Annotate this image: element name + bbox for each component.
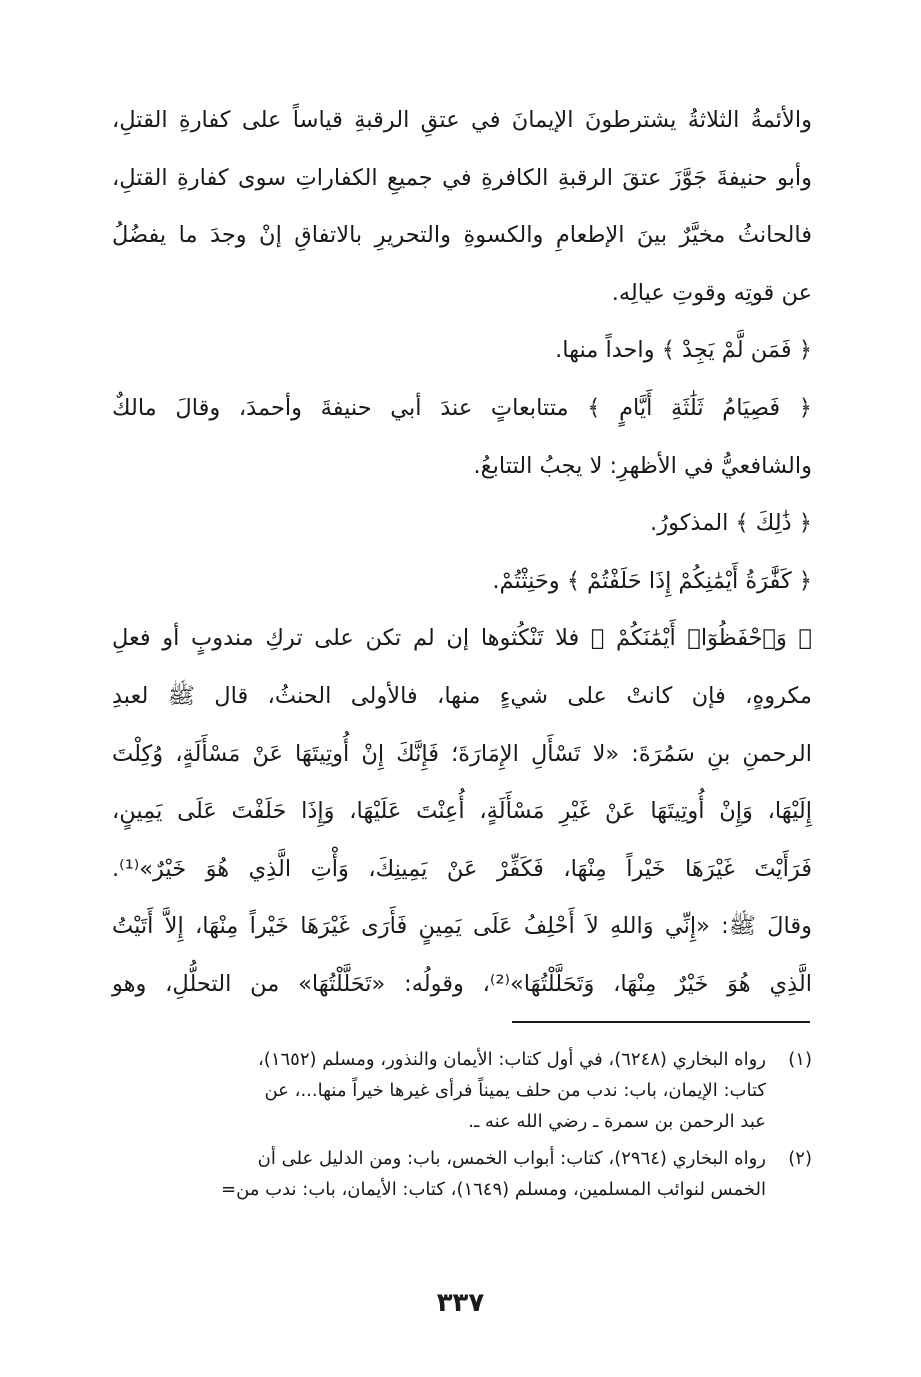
footnote-line: كتاب: الإيمان، باب: ندب من حلف يميناً فرأى غيرها خيراً منها...، عن	[264, 1080, 766, 1101]
hadith-line-12: الرحمنِ بنِ سَمُرَةَ: «لا تَسْأَلِ الإِمَارَةَ؛ فَإِنَّكَ إِنْ أُوتِيتَهَا عَنْ مَسْأَلَةٍ، وُكِلْتَ	[112, 740, 812, 767]
footnote-body	[112, 1044, 766, 1137]
footnote-line: رواه البخاري (٦٢٤٨)، في أول كتاب: الأيمان والنذور، ومسلم (١٦٥٢)،	[257, 1049, 766, 1070]
verse-line-8: ﴿ ذَٰلِكَ ﴾ المذكورُ.	[650, 510, 812, 537]
footnote-number: (٢)	[788, 1148, 812, 1169]
verse-line-6: ﴿ فَصِيَامُ ثَلَٰثَةِ أَيَّامٍ ﴾ متتابعاتٍ عندَ أبي حنيفةَ وأحمدَ، وقالَ مالكٌ	[112, 394, 812, 421]
hadith-line-15: وقالَ ﷺ: «إِنِّي وَاللهِ لاَ أَحْلِفُ عَلَى يَمِينٍ فَأَرَى غَيْرَهَا خَيْراً مِنْهَا، إِلاَّ أَتَيْتُ	[112, 913, 812, 940]
footnote-1	[112, 1044, 812, 1137]
text-line-3: فالحانثُ مخيَّرٌ بينَ الإطعامِ والكسوةِ والتحريرِ بالاتفاقِ إنْ وجدَ ما يفضُلُ	[112, 222, 812, 249]
verse-line-5: ﴿ فَمَن لَّمْ يَجِدْ ﴾ واحداً منها.	[555, 337, 812, 364]
page-number: ٣٣٧	[436, 1288, 485, 1318]
footnote-2	[112, 1143, 812, 1205]
text-line-7: والشافعيُّ في الأظهرِ: لا يجبُ التتابعُ.	[473, 452, 812, 479]
footnote-body	[112, 1143, 766, 1205]
hadith-line-14: فَرَأَيْتَ غَيْرَهَا خَيْراً مِنْهَا، فَكَفِّرْ عَنْ يَمِينِكَ، وَأْتِ الَّذِي هُوَ خَيْرٌ»⁽¹⁾.	[112, 855, 812, 882]
main-text	[112, 92, 812, 1014]
footnote-number: (١)	[788, 1049, 812, 1070]
text-line-11: مكروهٍ، فإن كانتْ على شيءٍ منها، فالأولى الحنثُ، قال ﷺ لعبدِ	[112, 682, 812, 709]
footnote-line: عبد الرحمن بن سمرة ـ رضي الله عنه ـ.	[468, 1111, 766, 1132]
footnote-separator	[512, 1021, 810, 1023]
footnote-line: الخمس لنوائب المسلمين، ومسلم (١٦٤٩)، كتاب: الأيمان، باب: ندب من=	[221, 1179, 766, 1200]
text-line-2: وأبو حنيفةَ جَوَّزَ عتقَ الرقبةِ الكافرةِ في جميعِ الكفاراتِ سوى كفارةِ القتلِ،	[112, 164, 812, 191]
footnote-line: رواه البخاري (٢٩٦٤)، كتاب: أبواب الخمس، باب: ومن الدليل على أن	[257, 1148, 766, 1169]
footnotes	[112, 1044, 812, 1211]
hadith-line-13: إِلَيْهَا، وَإِنْ أُوتِيتَهَا عَنْ غَيْرِ مَسْأَلَةٍ، أُعِنْتَ عَلَيْهَا، وَإِذَا حَلَفْتَ عَلَى يَمِينٍ،	[112, 798, 812, 825]
hadith-line-16: الَّذِي هُوَ خَيْرٌ مِنْهَا، وَتَحَلَّلْتُهَا»⁽²⁾، وقولُه: «تَحَلَّلْتُهَا» من التحلُّلِ، وهو	[112, 970, 812, 997]
text-line-1: والأئمةُ الثلاثةُ يشترطونَ الإيمانَ في عتقِ الرقبةِ قياساً على كفارةِ القتلِ،	[112, 107, 812, 133]
verse-line-9: ﴿ كَفَّٰرَةُ أَيْمَٰنِكُمْ إِذَا حَلَفْتُمْ ﴾ وحَنِثْتُمْ.	[492, 567, 812, 594]
text-line-4: عن قوتِه وقوتِ عيالِه.	[611, 279, 812, 306]
verse-line-10: ﴿ وَٱحْفَظُوٓا۟ أَيْمَٰنَكُمْ ﴾ فلا تَنْكُثوها إن لم تكن على تركِ مندوبٍ أو فعلِ	[112, 625, 812, 652]
